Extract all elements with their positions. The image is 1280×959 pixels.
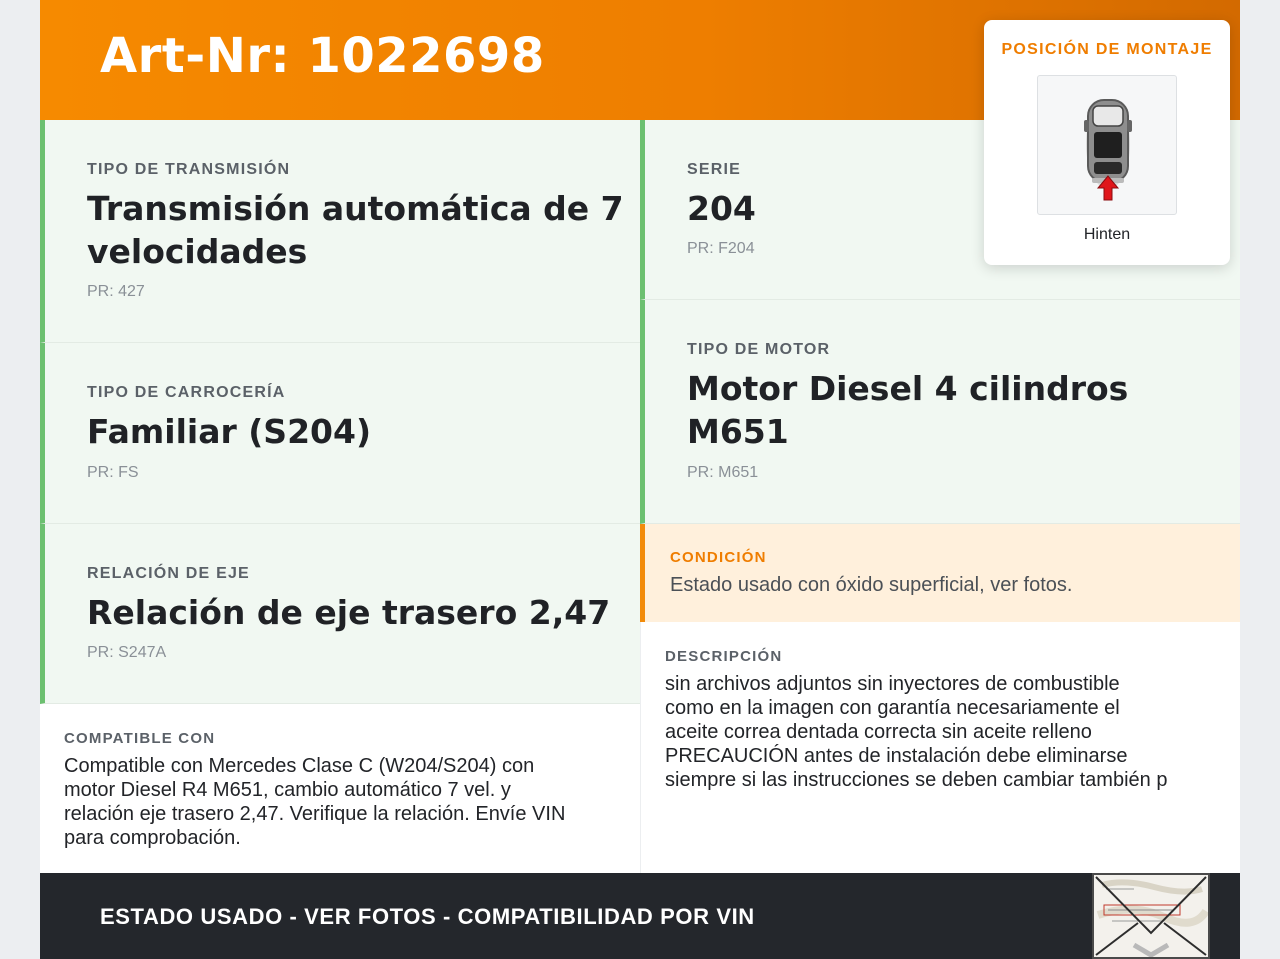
spec-body-type — [40, 343, 640, 524]
spec-label: TIPO DE CARROCERÍA — [87, 384, 286, 401]
footer-bar — [40, 873, 1240, 959]
compatibility-text: Compatible con Mercedes Clase C (W204/S204) con motor Diesel R4 M651, cambio automático 7 vel. y relación eje trasero 2,47. Verifique la relación. Envíe VIN para comprobación. — [64, 755, 566, 849]
article-number-title: Art-Nr: 1022698 — [100, 28, 545, 84]
spec-label: TIPO DE TRANSMISIÓN — [87, 161, 291, 178]
condition-box — [640, 524, 1240, 622]
spec-value: Transmisión automática de 7 velocidades — [87, 189, 624, 271]
spec-label: TIPO DE MOTOR — [687, 341, 831, 358]
envelope-label-icon — [1094, 875, 1208, 957]
spec-transmission — [40, 120, 640, 343]
spec-engine-type — [640, 300, 1240, 524]
mounting-position-image[interactable] — [1037, 75, 1177, 215]
condition-text: Estado usado con óxido superficial, ver fotos. — [670, 574, 1073, 596]
description-label: DESCRIPCIÓN — [665, 648, 783, 665]
spec-value: Familiar (S204) — [87, 412, 372, 451]
product-sheet — [40, 0, 1240, 959]
spec-pr-code: PR: F204 — [687, 240, 755, 257]
mounting-position-caption: Hinten — [1083, 226, 1131, 243]
footer-text: ESTADO USADO - VER FOTOS - COMPATIBILIDAD POR VIN — [100, 904, 755, 929]
mounting-position-label: POSICIÓN DE MONTAJE — [1001, 41, 1213, 58]
spec-pr-code: PR: 427 — [87, 283, 145, 300]
spec-axle-ratio — [40, 524, 640, 704]
compatibility-label: COMPATIBLE CON — [64, 730, 216, 747]
spec-pr-code: PR: FS — [87, 464, 139, 481]
spec-value: Motor Diesel 4 cilindros M651 — [687, 369, 1129, 451]
spec-pr-code: PR: M651 — [687, 464, 759, 481]
description-text: sin archivos adjuntos sin inyectores de combustible como en la imagen con garantía necesariamente el aceite correa dentada correcta sin aceite relleno PRECAUCIÓN antes de instalación debe eliminarse siempre si las instrucciones se deben cambiar también p — [665, 673, 1168, 791]
car-top-view-icon — [1038, 76, 1176, 214]
label-photo-thumbnail[interactable] — [1092, 873, 1210, 959]
spec-value: 204 — [687, 189, 756, 228]
compatibility-section — [40, 704, 640, 873]
spec-label: SERIE — [687, 161, 742, 178]
spec-value: Relación de eje trasero 2,47 — [87, 593, 611, 632]
condition-label: CONDICIÓN — [670, 549, 767, 566]
spec-label: RELACIÓN DE EJE — [87, 565, 250, 582]
mounting-position-card — [984, 20, 1230, 265]
description-section — [640, 622, 1240, 873]
spec-pr-code: PR: S247A — [87, 644, 167, 661]
